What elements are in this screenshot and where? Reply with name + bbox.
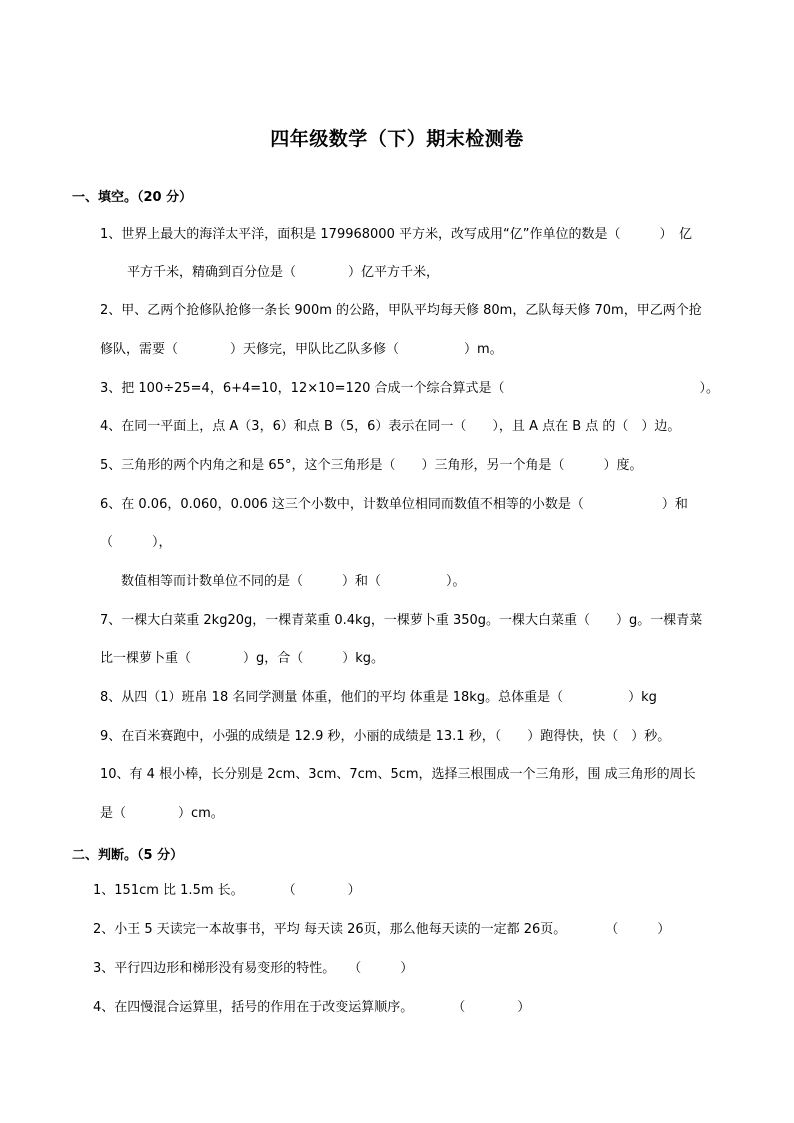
question-line: 7、一棵大白菜重 2kg20g，一棵青菜重 0.4kg，一棵萝卜重 350g。一棵大白菜重（ ）g。一棵青菜 [100,613,703,628]
question-line: （ ）， [100,535,172,550]
question-line: 4、在同一平面上，点 A（3，6）和点 B（5，6）表示在同一（ ），且 A 点在 B 点 的（ ）边。 [100,419,681,434]
question-line: 3、平行四边形和梯形没有易变形的特性。 （ ） [93,961,414,976]
question-line: 5、三角形的两个内角之和是 65°，这个三角形是（ ）三角形，另一个角是（ ）度。 [100,458,643,473]
section-heading-true-false: 二、判断。（5 分） [72,848,184,863]
question-line: 1、151cm 比 1.5m 长。 （ ） [93,883,361,898]
question-line: 1、世界上最大的海洋太平洋，面积是 179968000 平方米，改写成用“亿”作单位的数是（ ） 亿 [100,227,692,242]
page-title: 四年级数学（下）期末检测卷 [270,128,524,150]
section-heading-fill-in: 一、填空。（20 分） [72,190,193,205]
question-line: 3、把 100÷25=4，6+4=10，12×10=120 合成一个综合算式是（ ）。 [100,381,719,396]
question-line: 2、甲、乙两个抢修队抢修一条长 900m 的公路，甲队平均每天修 80m，乙队每天修 70m，甲乙两个抢 [100,303,702,318]
question-line: 比一棵萝卜重（ ）g，合（ ）kg。 [100,651,385,666]
question-line: 2、小王 5 天读完一本故事书，平均 每天读 26页，那么他每天读的一定都 26页。 （ ） [93,922,671,937]
question-line: 9、在百米赛跑中，小强的成绩是 12.9 秒，小丽的成绩是 13.1 秒，（ ）跑得快，快（ ）秒。 [100,729,671,744]
question-line: 是（ ）cm。 [100,806,224,821]
question-line: 4、在四慢混合运算里，括号的作用在于改变运算顺序。 （ ） [93,1000,531,1015]
question-line: 8、从四（1）班帛 18 名同学测量 体重，他们的平均 体重是 18kg。总体重是（ ）kg [100,690,657,705]
question-line: 平方千米，精确到百分位是（ ）亿平方千米， [127,265,440,280]
question-line: 10、有 4 根小棒，长分别是 2cm、3cm、7cm、5cm，选择三根围成一个三角形，围 成三角形的周长 [100,767,696,782]
question-line: 数值相等而计数单位不同的是（ ）和（ ）。 [121,574,466,589]
question-line: 6、在 0.06，0.060，0.006 这三个小数中，计数单位相同而数值不相等的小数是（ ）和 [100,497,688,512]
question-line: 修队，需要（ ）天修完，甲队比乙队多修（ ）m。 [100,342,503,357]
